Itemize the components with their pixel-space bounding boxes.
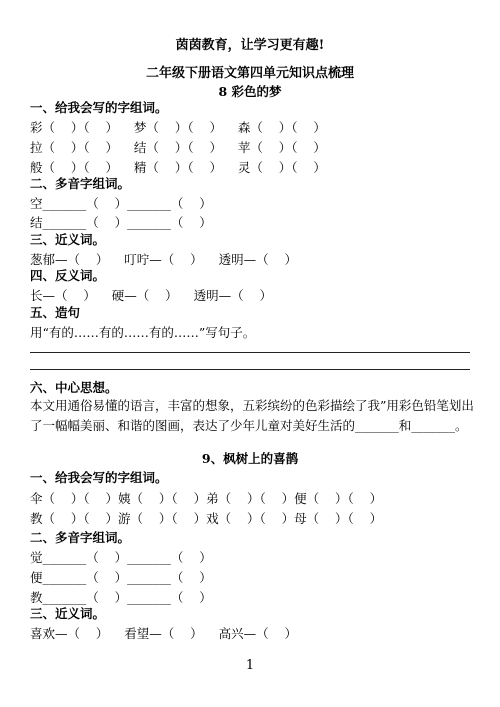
lesson8-section4-heading: 四、反义词。 xyxy=(30,268,106,283)
lesson9-section1-heading: 一、给我会写的字组词。 xyxy=(30,470,168,485)
lesson8-section1-heading: 一、给我会写的字组词。 xyxy=(30,100,168,115)
lesson8-s5-row: 用“有的……有的……有的……”写句子。 xyxy=(30,325,256,340)
page-number: 1 xyxy=(245,658,255,673)
lesson9-s2-row: 教_______（ ）_______（ ） xyxy=(30,590,212,605)
lesson8-s3-row: 葱郁—（ ） 叮咛—（ ） 透明—（ ） xyxy=(30,252,297,267)
lesson9-s2-row: 便_______（ ）_______（ ） xyxy=(30,570,212,585)
lesson9-s3-row: 喜欢—（ ） 看望—（ ） 高兴—（ ） xyxy=(30,626,297,641)
lesson8-section5-heading: 五、造句 xyxy=(30,305,81,320)
lesson8-s2-row: 结_______（ ）_______（ ） xyxy=(30,215,212,230)
lesson9-title: 9、枫树上的喜鹊 xyxy=(201,451,299,466)
lesson8-section2-heading: 二、多音字组词。 xyxy=(30,176,131,191)
lesson9-s1-row: 伞（ ）（ ）姨（ ）（ ）弟（ ）（ ）便（ ）（ ） xyxy=(30,491,383,506)
lesson9-s2-row: 觉_______（ ）_______（ ） xyxy=(30,550,212,565)
lesson9-section2-heading: 二、多音字组词。 xyxy=(30,530,131,545)
lesson8-s2-row: 空_______（ ）_______（ ） xyxy=(30,196,212,211)
lesson9-section3-heading: 三、近义词。 xyxy=(30,606,106,621)
lesson8-section6-heading: 六、中心思想。 xyxy=(30,380,118,395)
lesson8-s1-row: 彩（ ）（ ） 梦（ ）（ ） 森（ ）（ ） xyxy=(30,120,326,135)
lesson8-s4-row: 长—（ ） 硬—（ ） 透明—（ ） xyxy=(30,288,272,303)
lesson8-s6-paragraph: 本文用通俗易懂的语言，丰富的想象，五彩缤纷的色彩描绘了我”用彩色铅笔划出了一幅幅美丽、和谐的图画，表达了少年儿童对美好生活的_______和_______。 xyxy=(30,398,474,433)
writing-line xyxy=(30,369,470,370)
lesson8-section3-heading: 三、近义词。 xyxy=(30,232,106,247)
writing-line xyxy=(30,352,470,353)
document-title: 二年级下册语文第四单元知识点梳理 xyxy=(145,66,354,81)
lesson8-s1-row: 拉（ ）（ ） 结（ ）（ ） 苹（ ）（ ） xyxy=(30,140,326,155)
lesson8-title: 8 彩色的梦 xyxy=(218,84,282,99)
lesson9-s1-row: 教（ ）（ ）游（ ）（ ）戏（ ）（ ）母（ ）（ ） xyxy=(30,511,383,526)
brand-line: 茵茵教育，让学习更有趣! xyxy=(175,38,325,53)
lesson8-s1-row: 般（ ）（ ） 精（ ）（ ） 灵（ ）（ ） xyxy=(30,160,326,175)
